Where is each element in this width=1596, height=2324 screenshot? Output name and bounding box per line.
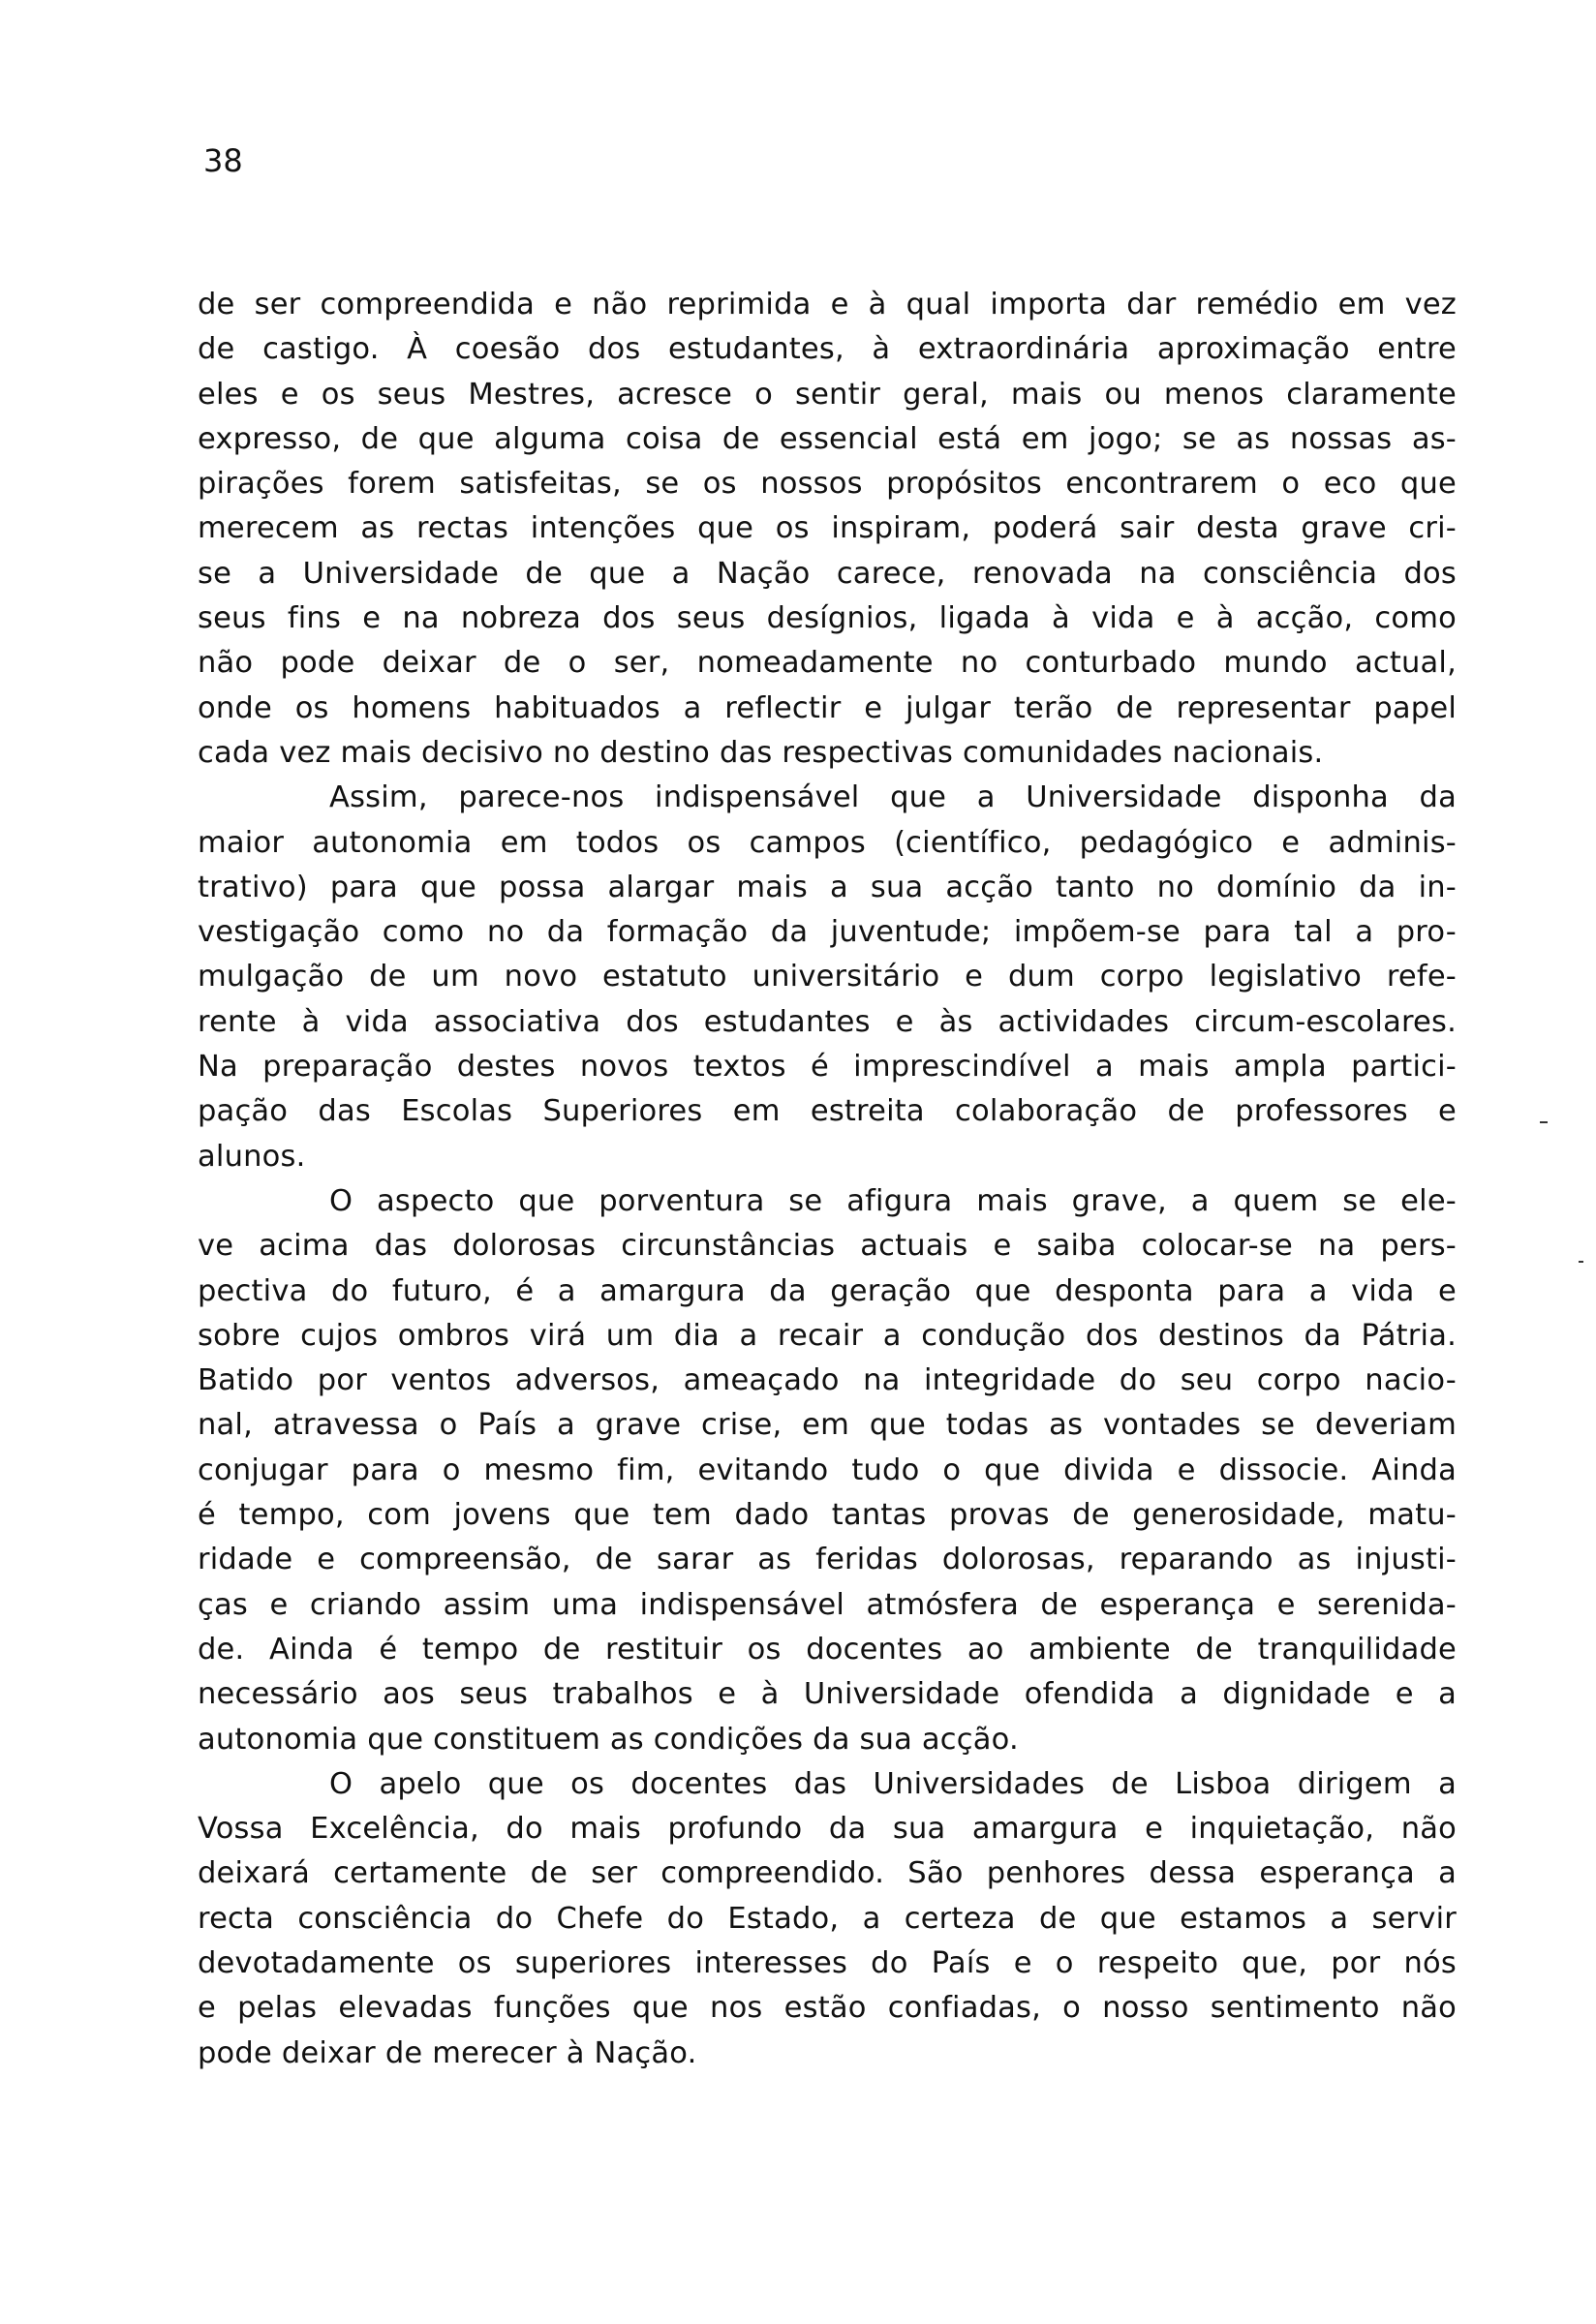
text-line: mulgação de um novo estatuto universitário e dum corpo legislativo refe-	[198, 960, 1457, 994]
text-line: seus fins e na nobreza dos seus desígnios, ligada à vida e à acção, como	[198, 601, 1457, 636]
text-line: ridade e compreensão, de sarar as feridas dolorosas, reparando as injusti-	[198, 1543, 1457, 1577]
text-line: nal, atravessa o País a grave crise, em que todas as vontades se deveriam	[198, 1408, 1457, 1443]
scan-mark	[1579, 1261, 1583, 1263]
text-line: devotadamente os superiores interesses do País e o respeito que, por nós	[198, 1945, 1457, 1980]
text-line: alunos.	[198, 1139, 306, 1174]
text-line: onde os homens habituados a reflectir e julgar terão de representar papel	[198, 690, 1457, 725]
text-line: rente à vida associativa dos estudantes e às actividades circum-escolares.	[198, 1004, 1457, 1039]
text-line: expresso, de que alguma coisa de essencial está em jogo; se as nossas as-	[198, 421, 1457, 456]
text-line: autonomia que constituem as condições da sua acção.	[198, 1722, 1019, 1757]
paragraph-first-line: O aspecto que porventura se afigura mais grave, a quem se ele-	[329, 1183, 1457, 1218]
text-line: é tempo, com jovens que tem dado tantas provas de generosidade, matu-	[198, 1498, 1457, 1533]
text-line: e pelas elevadas funções que nos estão confiadas, o nosso sentimento não	[198, 1991, 1457, 2026]
text-line: Vossa Excelência, do mais profundo da sua amargura e inquietação, não	[198, 1812, 1457, 1847]
text-line: maior autonomia em todos os campos (científico, pedagógico e adminis-	[198, 825, 1457, 860]
text-line: conjugar para o mesmo fim, evitando tudo o que divida e dissocie. Ainda	[198, 1452, 1457, 1487]
text-line: necessário aos seus trabalhos e à Universidade ofendida a dignidade e a	[198, 1677, 1457, 1712]
text-line: se a Universidade de que a Nação carece, renovada na consciência dos	[198, 556, 1457, 591]
text-line: de. Ainda é tempo de restituir os docentes ao ambiente de tranquilidade	[198, 1632, 1457, 1667]
text-line: vestigação como no da formação da juventude; impõem-se para tal a pro-	[198, 915, 1457, 950]
text-line: ve acima das dolorosas circunstâncias actuais e saiba colocar-se na pers-	[198, 1229, 1457, 1264]
text-line: não pode deixar de o ser, nomeadamente no conturbado mundo actual,	[198, 646, 1457, 681]
text-line: recta consciência do Chefe do Estado, a certeza de que estamos a servir	[198, 1901, 1457, 1936]
text-line: pação das Escolas Superiores em estreita colaboração de professores e	[198, 1094, 1457, 1129]
text-line: Batido por ventos adversos, ameaçado na integridade do seu corpo nacio-	[198, 1363, 1457, 1398]
text-line: trativo) para que possa alargar mais a sua acção tanto no domínio da in-	[198, 870, 1457, 904]
paragraph-first-line: O apelo que os docentes das Universidades de Lisboa dirigem a	[329, 1766, 1457, 1801]
text-line: eles e os seus Mestres, acresce o sentir geral, mais ou menos claramente	[198, 377, 1457, 412]
text-line: sobre cujos ombros virá um dia a recair a condução dos destinos da Pátria.	[198, 1318, 1457, 1353]
page-number: 38	[203, 142, 243, 179]
text-line: pirações forem satisfeitas, se os nossos propósitos encontrarem o eco que	[198, 467, 1457, 502]
text-line: deixará certamente de ser compreendido. São penhores dessa esperança a	[198, 1856, 1457, 1891]
text-line: cada vez mais decisivo no destino das respectivas comunidades nacionais.	[198, 735, 1324, 770]
scan-mark	[1540, 1121, 1548, 1123]
text-line: pode deixar de merecer à Nação.	[198, 2035, 697, 2070]
text-line: ças e criando assim uma indispensável atmósfera de esperança e serenida-	[198, 1587, 1457, 1622]
text-line: de castigo. À coesão dos estudantes, à extraordinária aproximação entre	[198, 332, 1457, 367]
letter-body	[198, 283, 1457, 2076]
text-line: de ser compreendida e não reprimida e à qual importa dar remédio em vez	[198, 288, 1457, 321]
text-line: Na preparação destes novos textos é imprescindível a mais ampla partici-	[198, 1050, 1457, 1085]
paragraph-first-line: Assim, parece-nos indispensável que a Universidade disponha da	[329, 780, 1457, 815]
text-line: merecem as rectas intenções que os inspiram, poderá sair desta grave cri-	[198, 511, 1457, 546]
text-line: pectiva do futuro, é a amargura da geração que desponta para a vida e	[198, 1273, 1457, 1308]
